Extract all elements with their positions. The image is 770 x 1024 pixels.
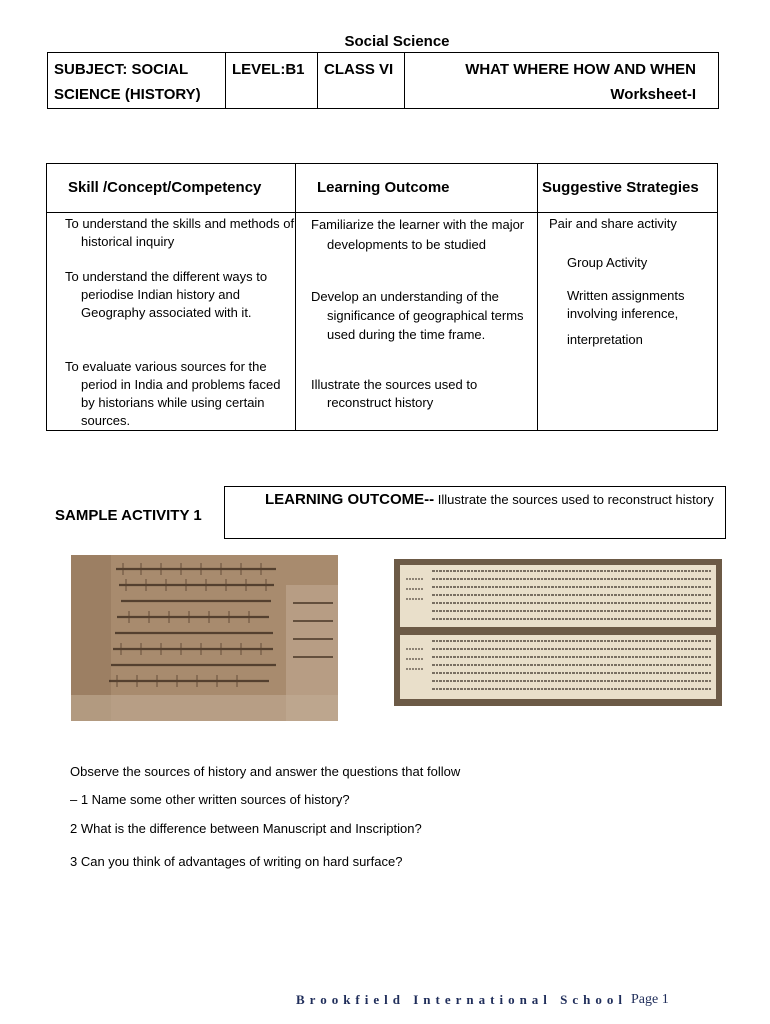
learning-outcome-text: Illustrate the sources used to reconstruct history [434, 492, 714, 507]
page-number: Page 1 [631, 992, 669, 1007]
header-table [47, 52, 719, 109]
strategy-item: Group Activity [567, 255, 648, 270]
questions-intro: Observe the sources of history and answer the questions that follow [70, 764, 461, 779]
page-title: Social Science [344, 33, 450, 50]
class-cell: CLASS VI [318, 53, 405, 108]
strategy-item: interpretation [567, 332, 643, 347]
question-3: 3 Can you think of advantages of writing on hard surface? [70, 854, 403, 869]
outcome-item: Develop an understanding of the significance of geographical terms used during the time frame. [311, 289, 524, 342]
col-header-strategies: Suggestive Strategies [542, 179, 699, 196]
col-header-skill: Skill /Concept/Competency [68, 179, 262, 196]
skill-item: To evaluate various sources for the period in India and problems faced by historians while using certain sources. [65, 359, 281, 428]
subject-line-2: SCIENCE (HISTORY) [54, 86, 201, 103]
skills-table [46, 163, 718, 431]
header-divider [47, 212, 717, 213]
learning-outcome-heading: LEARNING OUTCOME-- [265, 491, 435, 508]
learning-outcome-box [224, 486, 726, 539]
skill-item: To understand the different ways to periodise Indian history and Geography associated with it. [65, 269, 268, 320]
question-2: 2 What is the difference between Manuscript and Inscription? [70, 821, 422, 836]
manuscript-script-lines [394, 559, 722, 706]
footer-school-name: Brookfield International School [296, 992, 628, 1007]
worksheet-label: Worksheet-I [610, 86, 696, 103]
inscription-stone-image [71, 555, 338, 721]
subject-line-1: SUBJECT: SOCIAL [54, 61, 189, 78]
question-1: – 1 Name some other written sources of history? [70, 792, 350, 807]
level-cell: LEVEL:B1 [226, 53, 318, 108]
topic-cell [405, 53, 718, 108]
outcome-item: Illustrate the sources used to reconstruct history [311, 377, 478, 410]
col-header-outcome: Learning Outcome [317, 179, 450, 196]
subject-cell [48, 53, 226, 108]
inscription-illustration [71, 555, 338, 721]
outcome-item: Familiarize the learner with the major developments to be studied [311, 217, 525, 252]
topic-title: WHAT WHERE HOW AND WHEN [465, 61, 696, 78]
sample-activity-label: SAMPLE ACTIVITY 1 [55, 507, 202, 524]
strategy-item: Written assignments involving inference, [567, 288, 685, 321]
manuscript-image [394, 559, 722, 706]
skill-item: To understand the skills and methods of historical inquiry [65, 216, 295, 249]
strategy-item: Pair and share activity [549, 216, 677, 231]
